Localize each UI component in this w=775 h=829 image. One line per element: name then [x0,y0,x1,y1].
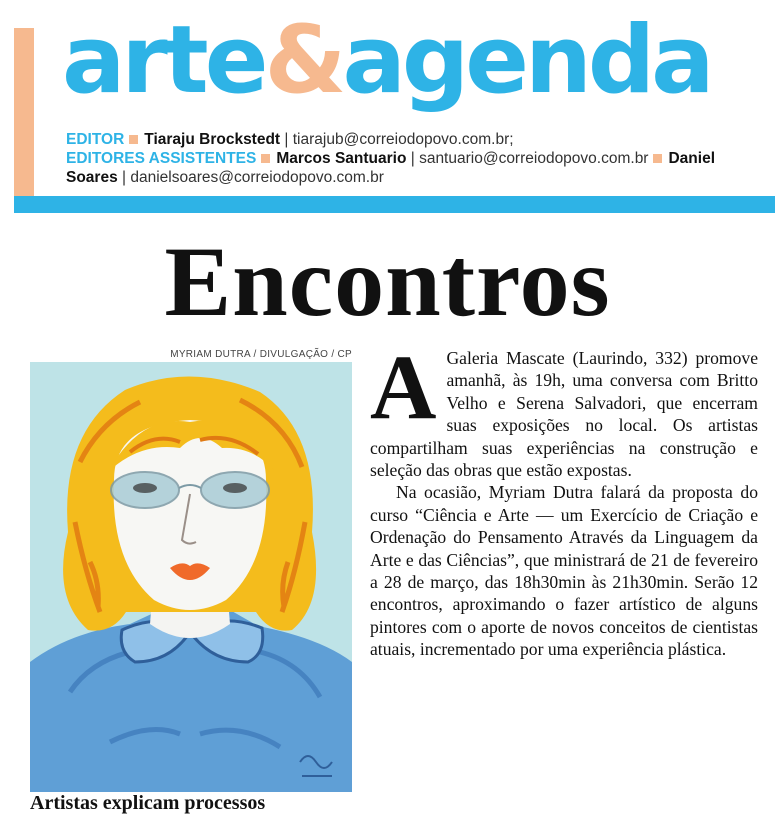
credits-line-1 [66,130,766,149]
paragraph-1-text: Galeria Mascate (Laurindo, 332) promove amanhã, às 19h, uma conversa com Britto Velho e Serena Salvadori, que encerram suas exposições no local. Os artistas compartilham suas experiências na construção e seleção das obras que estão expostas. [370,348,758,481]
portrait-painting-illustration [30,362,352,792]
article-paragraph-2: Na ocasião, Myriam Dutra falará da proposta do curso “Ciência e Arte — um Exercício de Criação e Ordenação do Pensamento Através da Linguagem da Arte e das Ciências”, que ministrará de 21 de fevereiro a 28 de março, das 18h30min às 21h30min. Serão 12 encontros, aproximando o fazer artístico de alguns pintores com o aporte de novos conceitos de cientistas atuais, incrementado por uma experiência plástica. [370,482,758,660]
portrait-painting [30,362,352,792]
assistant-email-1: | santuario@correiodopovo.com.br [410,150,649,167]
credits-line-2 [66,149,766,187]
editor-email: | tiarajub@correiodopovo.com.br; [284,131,514,148]
masthead-arte: arte [62,6,265,115]
square-bullet-icon [129,135,138,144]
editor-credits [66,130,766,187]
editor-role: EDITOR [66,131,125,148]
article-body [370,336,758,661]
square-bullet-icon [653,154,662,163]
assistant-name-1: Marcos Santuario [276,150,407,167]
assistants-role: EDITORES ASSISTENTES [66,150,257,167]
photo-credit: MYRIAM DUTRA / DIVULGAÇÃO / CP [170,349,352,360]
section-divider-rule [14,196,775,213]
square-bullet-icon [261,154,270,163]
article-paragraph-1 [370,336,758,481]
masthead-agenda: agenda [342,6,711,115]
article-headline: Encontros [164,226,611,337]
accent-bar [14,28,34,196]
assistant-email-2: | danielsoares@correiodopovo.com.br [122,169,384,186]
masthead-ampersand: & [264,6,343,115]
assistant-name-2: Daniel Soares [66,150,715,186]
photo-caption: Artistas explicam processos [30,792,266,814]
drop-cap: A [370,336,437,438]
editor-name: Tiaraju Brockstedt [144,131,281,148]
section-masthead [62,6,711,115]
